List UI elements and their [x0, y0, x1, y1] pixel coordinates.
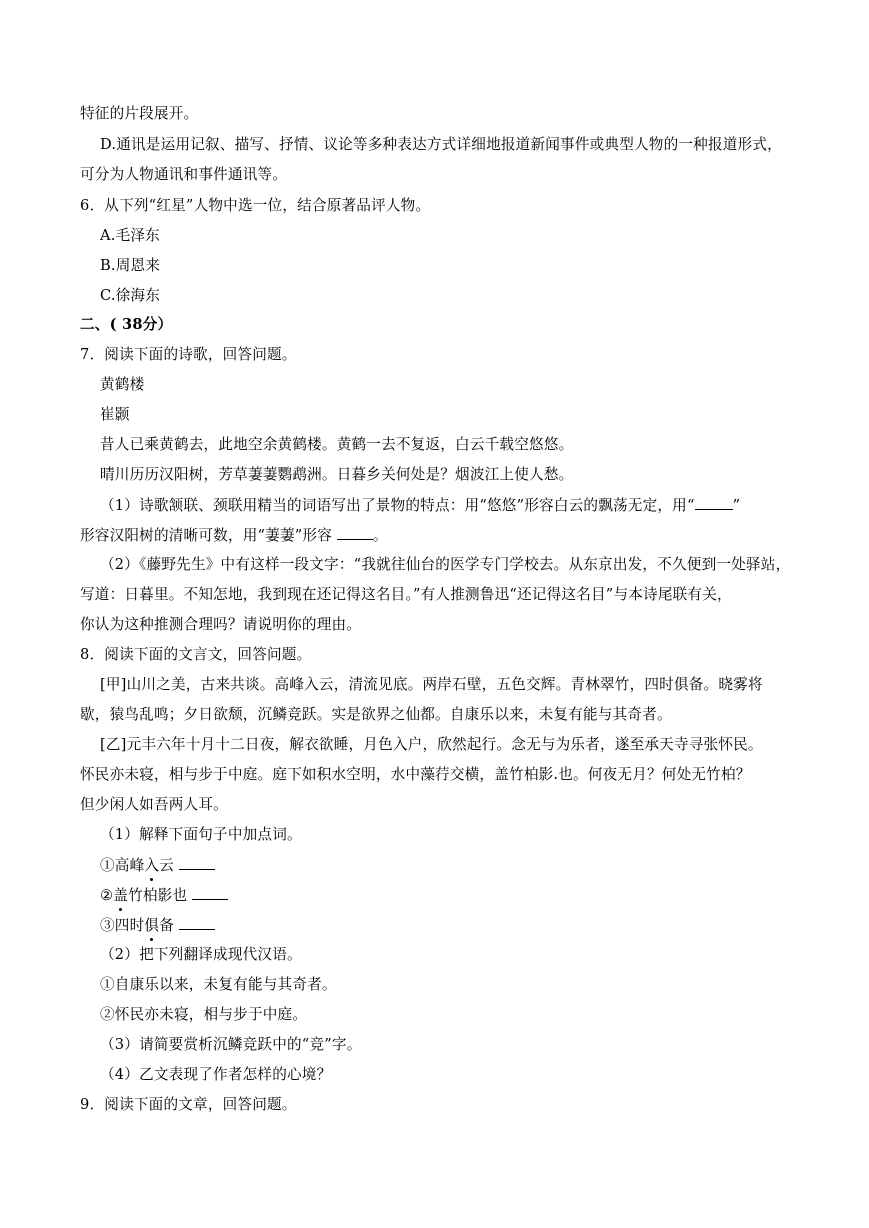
q7-sub1-text-a: （1）诗歌颔联、颈联用精当的词语写出了景物的特点：用“悠悠”形容白云的飘荡无定，用“ [100, 497, 695, 514]
answer-blank[interactable] [179, 855, 215, 870]
q7-stem: 7．阅读下面的诗歌，回答问题。 [80, 346, 297, 363]
q8-word-2 [100, 885, 228, 906]
poem-line-1: 昔人已乘黄鹤去，此地空余黄鹤楼。黄鹤一去不复返，白云千载空悠悠。 [100, 436, 574, 453]
q6-option-b: B.周恩来 [100, 257, 161, 274]
passage-jia-line2: 歇，猿鸟乱鸣；夕日欲颓，沉鳞竞跃。实是欲界之仙都。自康乐以来，未复有能与其奇者。 [80, 706, 672, 723]
q6-option-a: A.毛泽东 [100, 227, 160, 244]
q7-sub1-line2 [80, 525, 388, 546]
q8-trans-1: ①自康乐以来，未复有能与其奇者。 [100, 976, 337, 993]
q8-word-1 [100, 855, 215, 876]
dotted-word: 俱 [144, 917, 160, 934]
poem-title: 黄鹤楼 [100, 376, 145, 393]
answer-blank[interactable] [192, 885, 228, 900]
answer-blank[interactable] [695, 495, 733, 510]
passage-yi-line3: 但少闲人如吾两人耳。 [80, 796, 228, 813]
q8-sub4: （4）乙文表现了作者怎样的心境？ [100, 1066, 332, 1083]
q7-sub2-line2: 写道：日暮里。不知怎地，我到现在还记得这名目。”有人推测鲁迅“还记得这名目”与本诗尾联有关， [80, 586, 732, 603]
q8-trans-2: ②怀民亦未寝，相与步于中庭。 [100, 1006, 308, 1023]
q8-sub3: （3）请简要赏析沉鳞竞跃中的“竞”字。 [100, 1036, 362, 1053]
q7-sub1-line2-text-a: 形容汉阳树的清晰可数，用“萋萋”形容 [80, 527, 333, 544]
q9-stem: 9．阅读下面的文章，回答问题。 [80, 1096, 297, 1113]
word-text: ①高峰 [100, 857, 145, 874]
passage-jia-line1: [甲]山川之美，古来共谈。高峰入云，清流见底。两岸石壁，五色交辉。青林翠竹，四时俱备。晓雾将 [100, 676, 763, 693]
q8-sub1: （1）解释下面句子中加点词。 [100, 826, 302, 843]
q7-sub1-line2-text-b: 。 [372, 527, 388, 544]
dotted-word: 盖 [113, 887, 129, 904]
q7-sub2-line1: （2）《藤野先生》中有这样一段文字：“我就往仙台的医学专门学校去。从东京出发，不久便到一处驿站， [100, 556, 791, 573]
q8-sub2: （2）把下列翻译成现代汉语。 [100, 946, 302, 963]
q7-sub1-line1 [100, 495, 740, 516]
q7-sub1-text-b: ” [732, 497, 741, 514]
section-heading: 二、( 38分） [80, 316, 173, 333]
q7-sub2-line3: 你认为这种推测合理吗？请说明你的理由。 [80, 616, 362, 633]
q8-stem: 8．阅读下面的文言文，回答问题。 [80, 646, 312, 663]
q5-option-d-line1: D.通讯是运用记叙、描写、抒情、议论等多种表达方式详细地报道新闻事件或典型人物的一种报道形式， [100, 136, 782, 153]
word-text: ② [100, 887, 114, 904]
poem-line-2: 晴川历历汉阳树，芳草萋萋鹦鹉洲。日暮乡关何处是？烟波江上使人愁。 [100, 466, 574, 483]
q8-word-3 [100, 915, 215, 936]
q6-stem: 6．从下列“红星”人物中选一位，结合原著品评人物。 [80, 197, 431, 214]
q6-option-c: C.徐海东 [100, 287, 161, 304]
intro-line: 特征的片段展开。 [80, 105, 199, 122]
q5-option-d-line2: 可分为人物通讯和事件通讯等。 [80, 166, 288, 183]
word-text: 竹柏影也 [128, 887, 188, 904]
answer-blank[interactable] [179, 915, 215, 930]
answer-blank[interactable] [337, 525, 373, 540]
word-text: 备 [159, 917, 174, 934]
poem-author: 崔颢 [100, 406, 130, 423]
passage-yi-line1: [乙]元丰六年十月十二日夜，解衣欲睡，月色入户，欣然起行。念无与为乐者，遂至承天寺寻张怀民。 [100, 736, 763, 753]
word-text: ③四时 [100, 917, 145, 934]
passage-yi-line2: 怀民亦未寝，相与步于中庭。庭下如积水空明，水中藻荇交横，盖竹柏影.也。何夜无月？何处无竹柏？ [80, 766, 751, 783]
dotted-word: 入 [144, 857, 160, 874]
word-text: 云 [159, 857, 174, 874]
